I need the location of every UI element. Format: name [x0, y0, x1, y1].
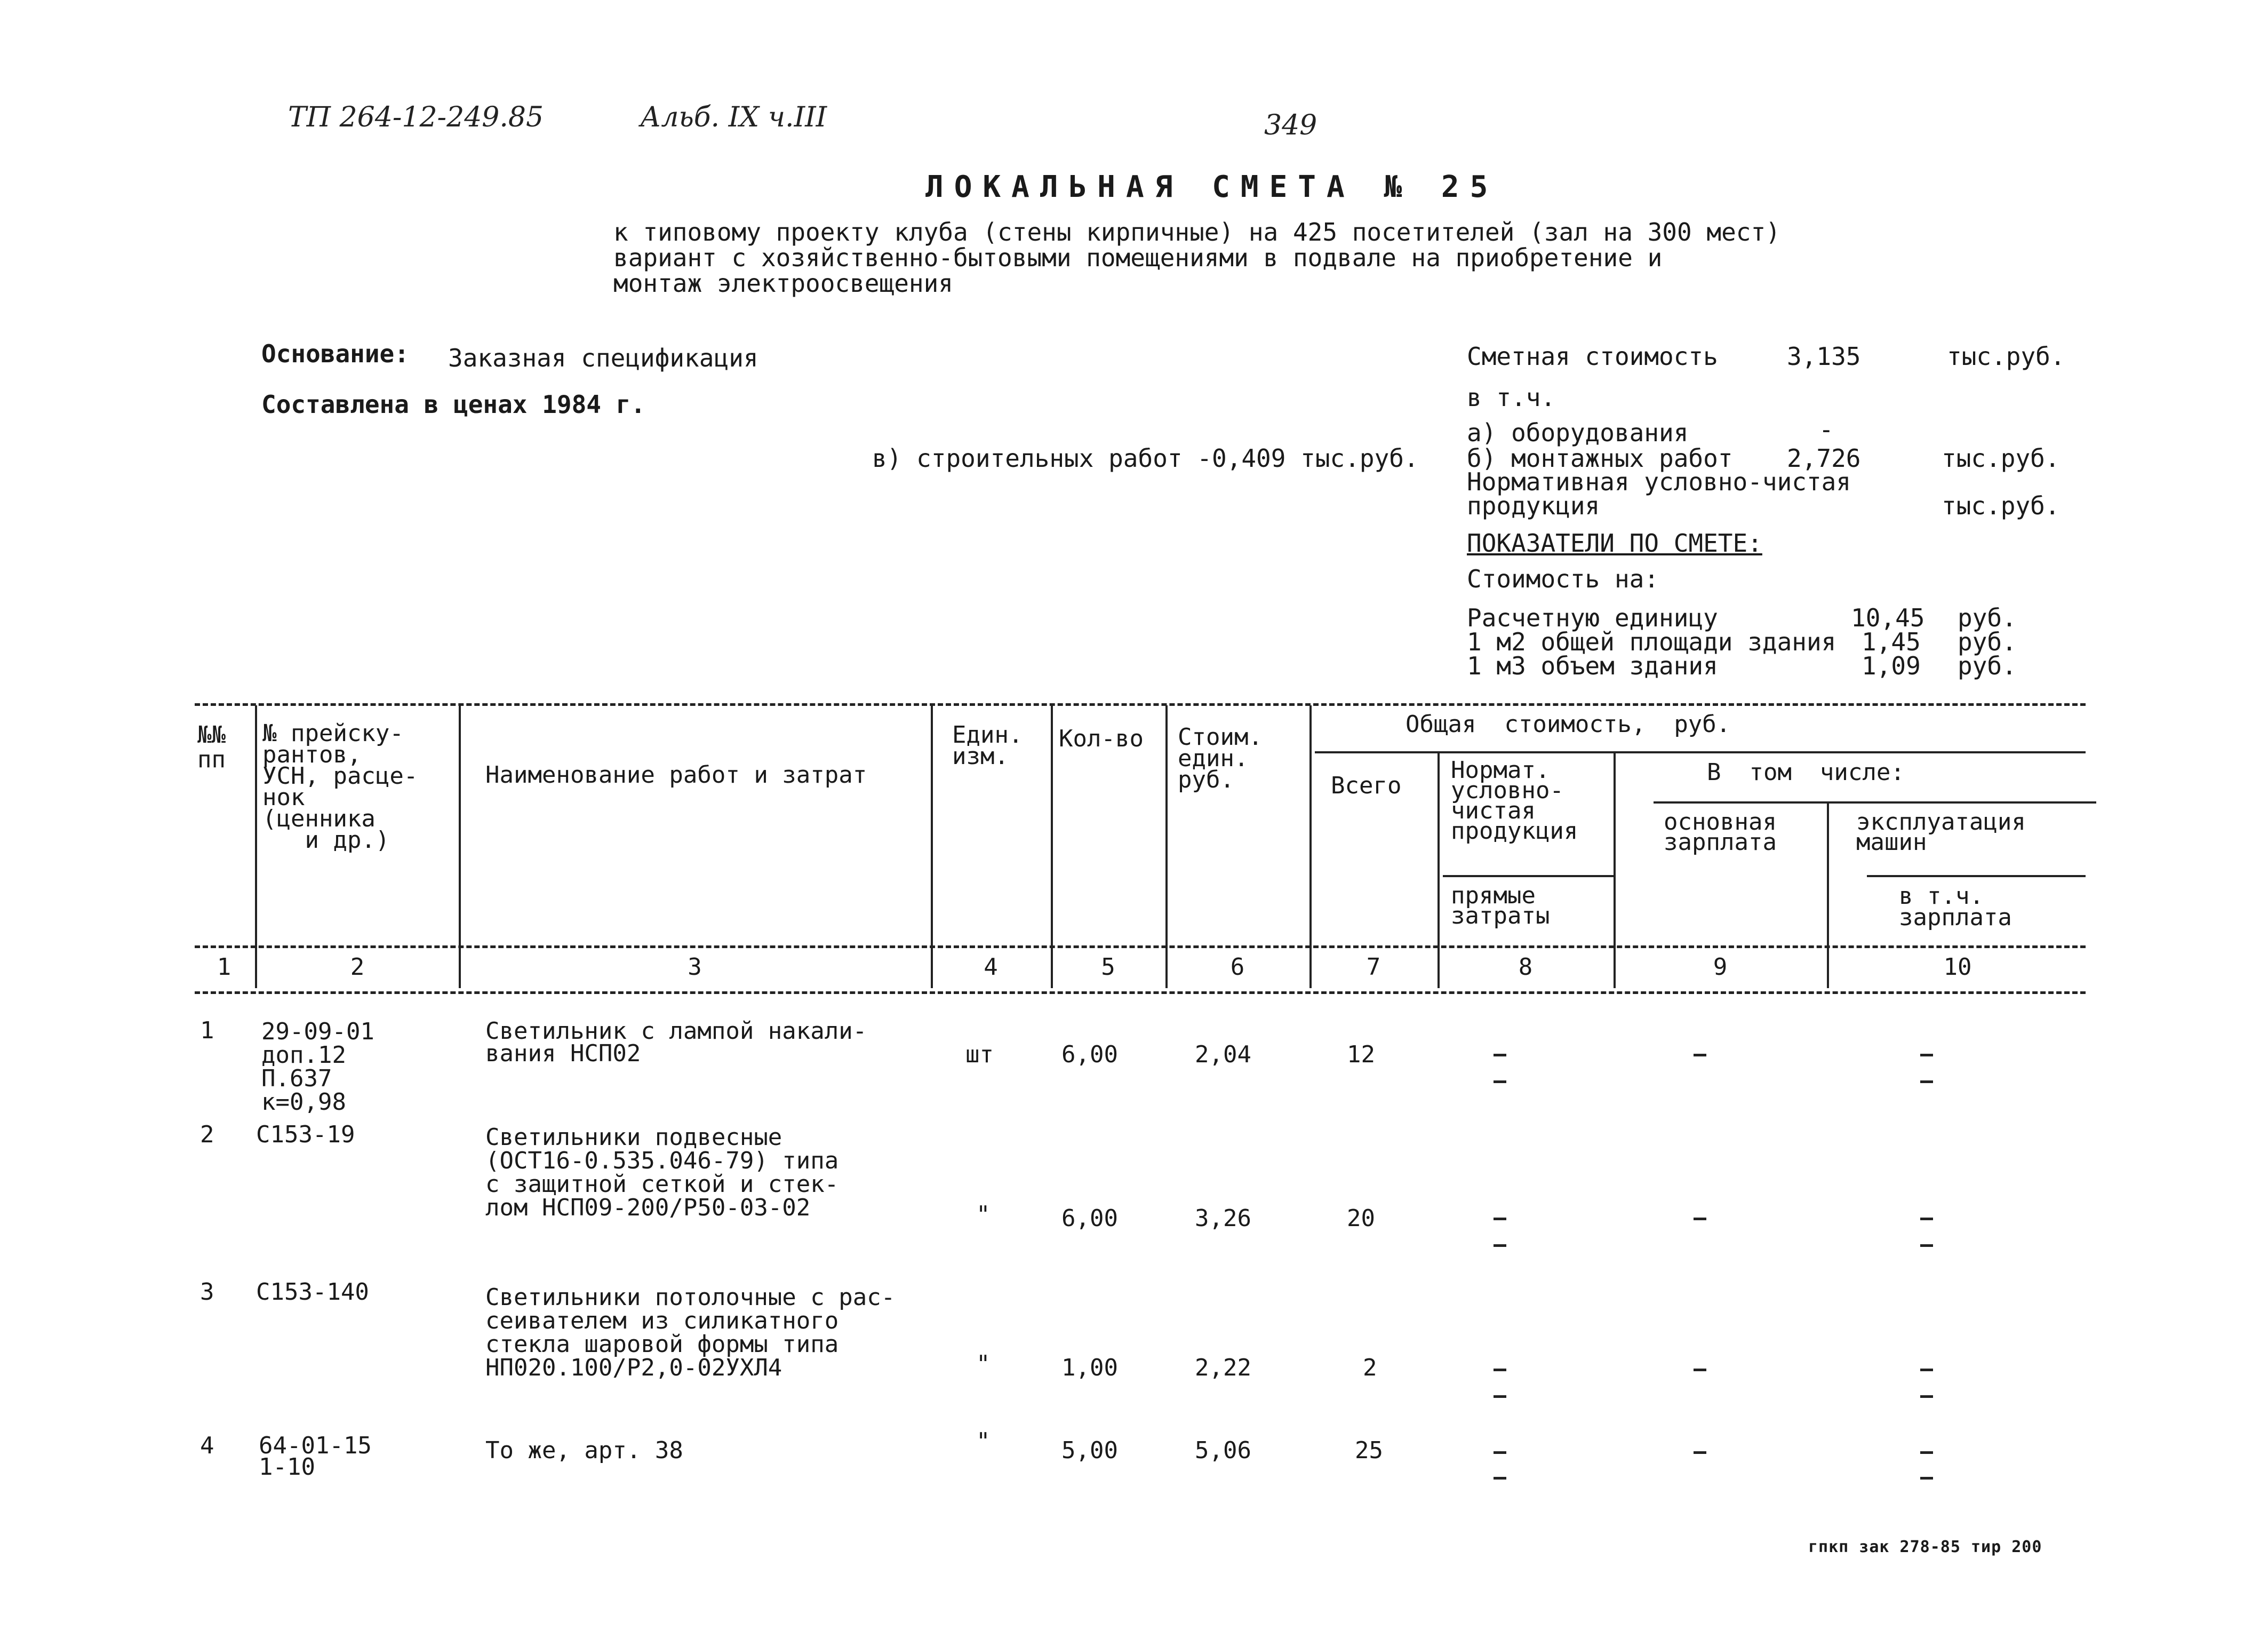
including-group-rule [1654, 801, 2096, 804]
installation-label: б) монтажных работ [1467, 444, 1733, 473]
row-2-c10-dash-2 [1920, 1244, 1933, 1247]
header-direct-costs: прямые затраты [1451, 882, 1550, 929]
row-4-qty: 5,00 [1061, 1437, 1118, 1464]
row-1-c8-dash-2 [1494, 1080, 1506, 1083]
col-divider-4 [1051, 705, 1053, 988]
row-4-c10-dash [1920, 1451, 1933, 1454]
col-number-10: 10 [1943, 953, 1972, 981]
col-number-4: 4 [984, 953, 998, 981]
indicator-label-3: 1 м3 объем здания [1467, 651, 1718, 680]
col-number-2: 2 [350, 953, 365, 981]
row-1-c9-dash [1694, 1054, 1706, 1056]
row-3-price: 2,22 [1195, 1354, 1251, 1381]
row-3-qty: 1,00 [1061, 1354, 1118, 1381]
col-divider-1 [255, 705, 257, 988]
installation-unit: тыс.руб. [1942, 444, 2060, 473]
header-quantity: Кол-во [1059, 725, 1144, 752]
col-divider-3 [931, 705, 933, 988]
row-2-number: 2 [200, 1121, 214, 1148]
machines-split-rule [1867, 875, 2086, 877]
row-4-unit: " [976, 1428, 991, 1455]
header-unit-cost: Стоим. един. руб. [1178, 723, 1263, 793]
row-3-unit: " [976, 1350, 991, 1378]
col-divider-7 [1438, 753, 1440, 988]
row-2-unit: " [976, 1201, 991, 1228]
indicator-value-2: 1,45 [1862, 627, 1921, 656]
number-row-bottom-rule [195, 991, 2086, 994]
indicator-unit-3: руб. [1958, 651, 2017, 680]
basis-label: Основание: [261, 339, 409, 368]
row-3-name: Светильники потолочные с рас- сеивателем из силикатного стекла шаровой формы типа НП020.100/Р2,0-02УХЛ4 [485, 1284, 896, 1381]
cost-on-label: Стоимость на: [1467, 564, 1659, 593]
row-4-c10-dash-2 [1920, 1477, 1933, 1480]
header-total-group: Общая стоимость, руб. [1405, 711, 1731, 738]
row-3-c8-dash [1494, 1369, 1506, 1371]
subtitle-line-2: вариант с хозяйственно-бытовыми помещениями в подвале на приобретение и [613, 243, 1663, 272]
header-work-name: Наименование работ и затрат [485, 761, 867, 789]
col-divider-5 [1165, 705, 1168, 988]
header-price-list: № прейску- рантов, УСН, расце- нок (ценника и др.) [262, 720, 418, 854]
indicator-value-3: 1,09 [1862, 651, 1921, 680]
header-normative-product: Нормат. условно- чистая продукция [1451, 757, 1578, 845]
total-group-rule [1315, 751, 2086, 753]
row-2-qty: 6,00 [1061, 1205, 1118, 1232]
header-row-number: №№ пп [197, 721, 226, 773]
row-2-c8-dash [1494, 1218, 1506, 1220]
col-divider-8 [1614, 753, 1616, 988]
header-unit: Един. изм. [952, 721, 1023, 770]
equipment-label: а) оборудования [1467, 418, 1689, 447]
header-machine-operation: эксплуатация машин [1856, 808, 2026, 856]
row-1-c8-dash [1494, 1054, 1506, 1056]
installation-value: 2,726 [1787, 444, 1861, 473]
header-including: В том числе: [1707, 759, 1905, 786]
row-2-total: 20 [1347, 1205, 1375, 1232]
normative-label-2: продукция [1467, 491, 1600, 520]
row-1-name: Светильник с лампой накали- вания НСП02 [485, 1017, 867, 1067]
indicator-label-2: 1 м2 общей площади здания [1467, 627, 1836, 656]
row-3-c9-dash [1694, 1369, 1706, 1371]
header-bottom-rule [195, 945, 2086, 948]
row-2-price: 3,26 [1195, 1205, 1251, 1232]
col-number-9: 9 [1713, 953, 1728, 981]
row-3-code: С153-140 [256, 1278, 369, 1306]
row-4-c9-dash [1694, 1451, 1706, 1454]
page-title: ЛОКАЛЬНАЯ СМЕТА № 25 [925, 170, 1499, 204]
row-4-number: 4 [200, 1432, 214, 1459]
subtitle-line-3: монтаж электроосвещения [613, 269, 953, 298]
row-1-price: 2,04 [1195, 1041, 1251, 1068]
row-3-c10-dash-2 [1920, 1395, 1933, 1398]
subtitle-line-1: к типовому проекту клуба (стены кирпичные) на 425 посетителей (зал на 300 мест) [613, 218, 1780, 247]
row-1-number: 1 [200, 1017, 214, 1044]
row-2-c10-dash [1920, 1218, 1933, 1220]
col-divider-2 [459, 705, 461, 988]
header-base-salary: основная зарплата [1664, 808, 1777, 856]
album-reference: Альб. IХ ч.III [640, 101, 827, 133]
col-number-7: 7 [1366, 953, 1381, 981]
row-4-total: 25 [1355, 1437, 1383, 1464]
col-number-3: 3 [688, 953, 702, 981]
col-number-8: 8 [1518, 953, 1533, 981]
document-code: ТП 264-12-249.85 [288, 101, 544, 133]
row-3-c8-dash-2 [1494, 1395, 1506, 1398]
row-4-c8-dash-2 [1494, 1477, 1506, 1480]
indicator-unit-1: руб. [1958, 603, 2017, 632]
row-2-c8-dash-2 [1494, 1244, 1506, 1247]
row-4-price: 5,06 [1195, 1437, 1251, 1464]
indicator-unit-2: руб. [1958, 627, 2017, 656]
col-number-6: 6 [1230, 953, 1245, 981]
row-1-c10-dash-2 [1920, 1080, 1933, 1083]
normative-split-rule [1443, 875, 1614, 877]
col-number-1: 1 [217, 953, 231, 981]
row-4-code: 64-01-15 1-10 [259, 1432, 372, 1481]
indicator-value-1: 10,45 [1851, 603, 1925, 632]
indicator-label-1: Расчетную единицу [1467, 603, 1718, 632]
row-1-total: 12 [1347, 1041, 1375, 1068]
header-incl-salary: в т.ч. зарплата [1899, 882, 2012, 931]
row-3-c10-dash [1920, 1369, 1933, 1371]
price-year: Составлена в ценах 1984 г. [261, 390, 646, 419]
including-label: в т.ч. [1467, 383, 1556, 412]
estimated-cost-unit: тыс.руб. [1947, 342, 2065, 371]
row-3-total: 2 [1363, 1354, 1377, 1381]
header-total: Всего [1331, 772, 1402, 799]
row-2-name: Светильники подвесные (ОСТ16-0.535.046-79) типа с защитной сеткой и стек- лом НСП09-200/Р50-03-02 [485, 1124, 839, 1221]
estimated-cost-value: 3,135 [1787, 342, 1861, 371]
equipment-value: - [1819, 415, 1834, 444]
normative-unit: тыс.руб. [1942, 491, 2060, 520]
table-top-rule [195, 703, 2086, 706]
construction-works: в) строительных работ -0,409 тыс.руб. [872, 444, 1419, 473]
row-1-code: 29-09-01 доп.12 П.637 к=0,98 [261, 1018, 374, 1116]
row-1-c10-dash [1920, 1054, 1933, 1056]
estimated-cost-label: Сметная стоимость [1467, 342, 1718, 371]
row-4-c8-dash [1494, 1451, 1506, 1454]
col-number-5: 5 [1101, 953, 1115, 981]
row-1-unit: шт [965, 1041, 994, 1068]
row-4-name: То же, арт. 38 [485, 1437, 683, 1464]
indicators-heading: ПОКАЗАТЕЛИ ПО СМЕТЕ: [1467, 529, 1762, 558]
row-2-code: С153-19 [256, 1121, 355, 1148]
page-number: 349 [1264, 109, 1317, 141]
basis-value: Заказная спецификация [448, 344, 758, 372]
row-2-c9-dash [1694, 1218, 1706, 1220]
row-1-qty: 6,00 [1061, 1041, 1118, 1068]
normative-label-1: Нормативная условно-чистая [1467, 467, 1851, 496]
print-footer: гпкп зак 278-85 тир 200 [1808, 1538, 2042, 1556]
col-divider-6 [1309, 705, 1312, 988]
row-3-number: 3 [200, 1278, 214, 1306]
